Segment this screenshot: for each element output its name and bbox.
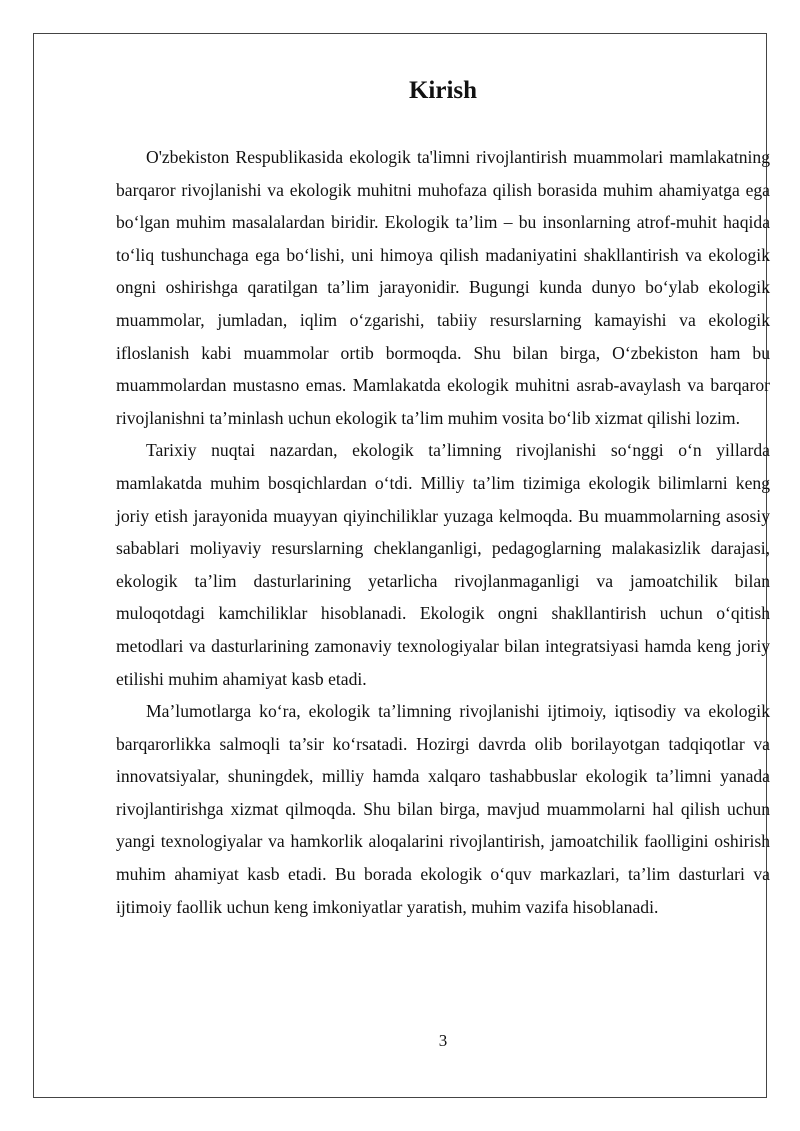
document-body: [116, 141, 770, 923]
page-title: Kirish: [408, 77, 478, 104]
paragraph-2: Tarixiy nuqtai nazardan, ekologik ta’limning rivojlanishi so‘nggi o‘n yillarda mamlakatda muhim bosqichlardan o‘tdi. Milliy ta’lim tizimiga ekologik bilimlarni keng joriy etish jarayonida muayyan qiyinchiliklar yuzaga kelmoqda. Bu muammolarning asosiy sabablari moliyaviy resurslarning cheklanganligi, pedagoglarning malakasizlik darajasi, ekologik ta’lim dasturlarining yetarlicha rivojlanmaganligi va jamoatchilik bilan muloqotdagi kamchiliklar hisoblanadi. Ekologik ongni shakllantirish uchun o‘qitish metodlari va dasturlarining zamonaviy texnologiyalar bilan integratsiyasi hamda keng joriy etilishi muhim ahamiyat kasb etadi.: [116, 440, 770, 689]
paragraph-3: Ma’lumotlarga ko‘ra, ekologik ta’limning rivojlanishi ijtimoiy, iqtisodiy va ekologik barqarorlikka salmoqli ta’sir ko‘rsatadi. Hozirgi davrda olib borilayotgan tadqiqotlar va innovatsiyalar, shuningdek, milliy hamda xalqaro tashabbuslar ekologik ta’limni yanada rivojlantirishga xizmat qilmoqda. Shu bilan birga, mavjud muammolarni hal qilish uchun yangi texnologiyalar va hamkorlik aloqalarini rivojlantirish, jamoatchilik faolligini oshirish muhim ahamiyat kasb etadi. Bu borada ekologik o‘quv markazlari, ta’lim dasturlari va ijtimoiy faollik uchun keng imkoniyatlar yaratish, muhim vazifa hisoblanadi.: [116, 701, 770, 917]
page-number: 3: [438, 1031, 448, 1050]
paragraph-1: O'zbekiston Respublikasida ekologik ta'limni rivojlantirish muammolari mamlakatning barqaror rivojlanishi va ekologik muhitni muhofaza qilish borasida muhim ahamiyatga ega bo‘lgan muhim masalalardan biridir. Ekologik ta’lim – bu insonlarning atrof-muhit haqida to‘liq tushunchaga ega bo‘lishi, uni himoya qilish madaniyatini shakllantirish va ekologik ongni oshirishga qaratilgan ta’lim jarayonidir. Bugungi kunda dunyo bo‘ylab ekologik muammolar, jumladan, iqlim o‘zgarishi, tabiiy resurslarning kamayishi va ekologik ifloslanish kabi muammolar ortib bormoqda. Shu bilan birga, O‘zbekiston ham bu muammolardan mustasno emas. Mamlakatda ekologik muhitni asrab-avaylash va barqaror rivojlanishni ta’minlash uchun ekologik ta’lim muhim vosita bo‘lib xizmat qilishi lozim.: [116, 147, 770, 428]
